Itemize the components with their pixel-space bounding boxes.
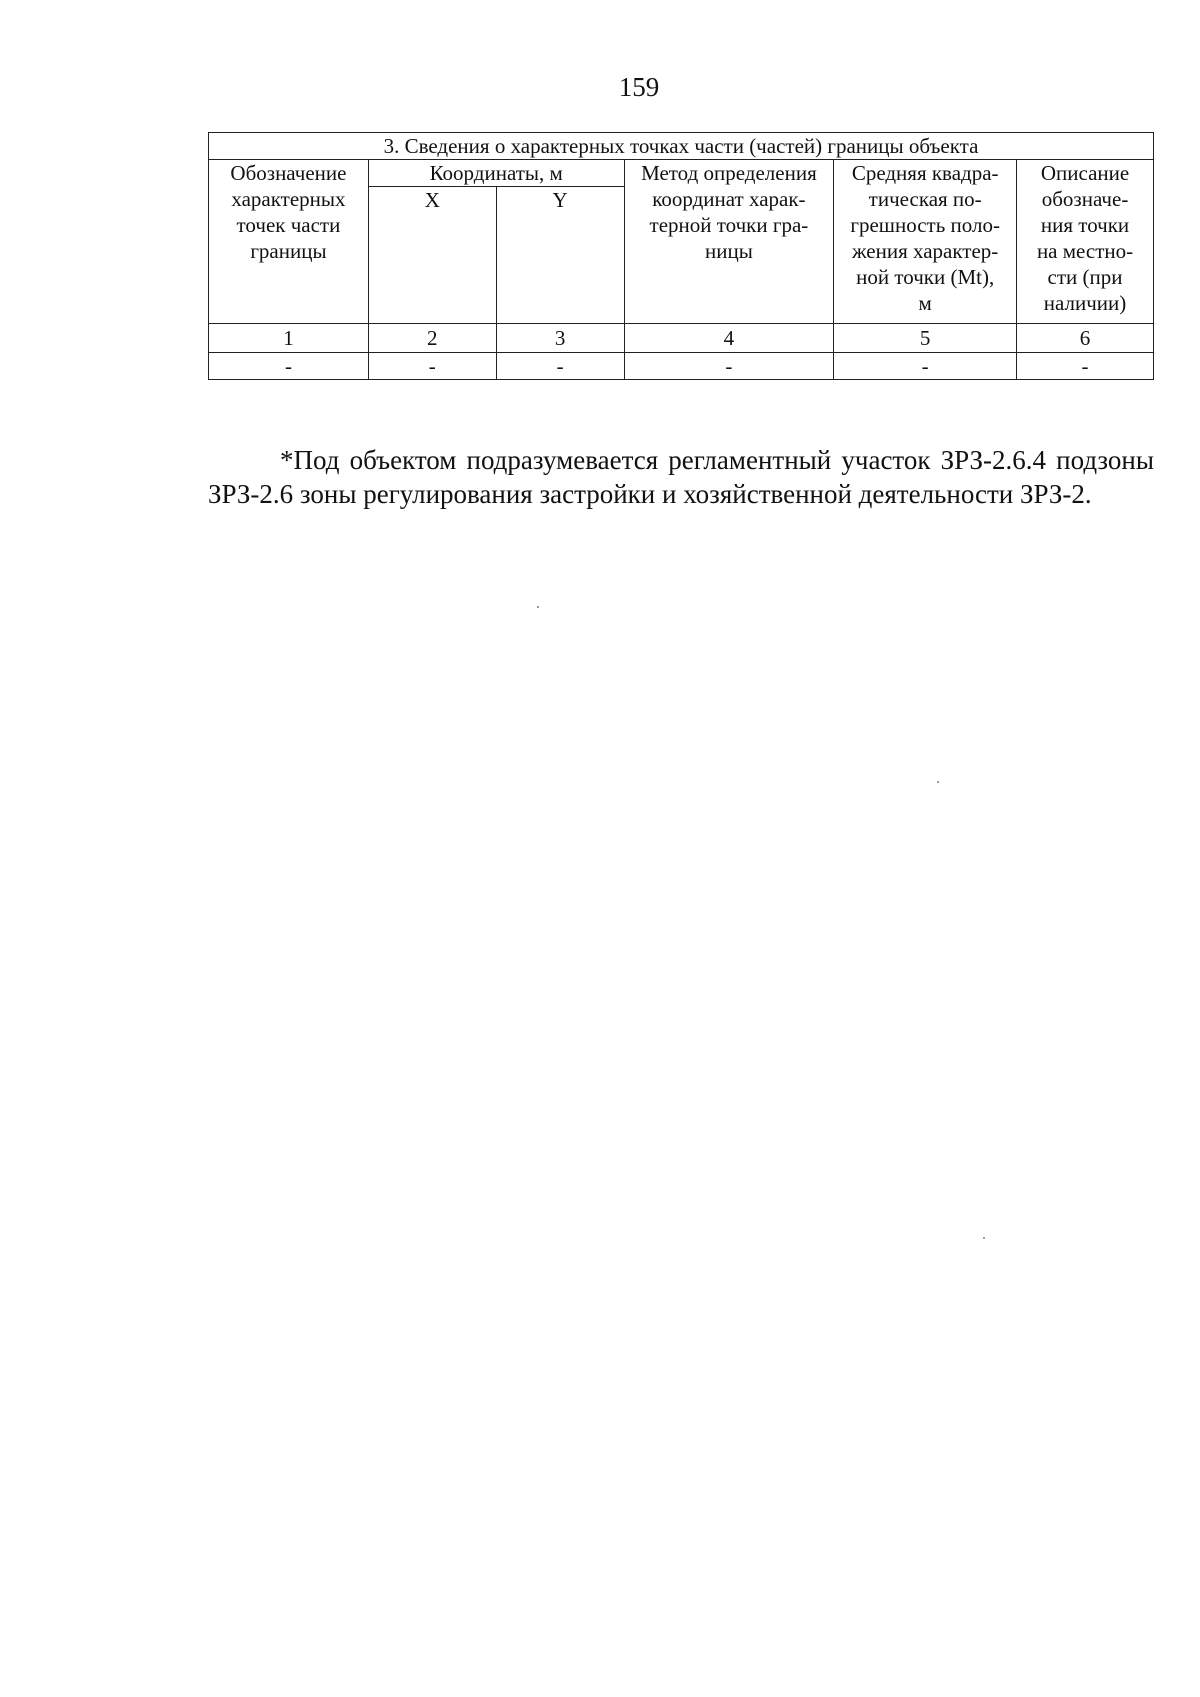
- table-row: [209, 353, 1154, 380]
- table-header-row: [209, 160, 1154, 187]
- table-cell: -: [624, 353, 834, 380]
- boundary-points-table: [208, 132, 1154, 380]
- scan-speck: [983, 1237, 985, 1239]
- page-number: 159: [618, 72, 660, 102]
- column-number: 6: [1017, 324, 1154, 353]
- table-cell: -: [209, 353, 369, 380]
- header-method: Метод определения координат харак- терной точки гра- ницы: [624, 160, 834, 324]
- column-number: 5: [834, 324, 1017, 353]
- footnote: *Под объектом подразумевается регламентный участок ЗРЗ-2.6.4 подзоны ЗРЗ-2.6 зоны регулирования застройки и хозяйственной деятельности ЗРЗ-2.: [208, 445, 1154, 509]
- header-designation: Обозначение характерных точек части границы: [209, 160, 369, 324]
- column-number: 2: [368, 324, 496, 353]
- table-title-row: [209, 133, 1154, 160]
- table-cell: -: [496, 353, 624, 380]
- table-cell: -: [834, 353, 1017, 380]
- table-title: 3. Сведения о характерных точках части (частей) границы объекта: [209, 133, 1154, 160]
- column-number-row: [209, 324, 1154, 353]
- column-number: 4: [624, 324, 834, 353]
- header-y: Y: [496, 187, 624, 324]
- header-x: X: [368, 187, 496, 324]
- header-description: Описание обозначе- ния точки на местно- сти (при наличии): [1017, 160, 1154, 324]
- scan-speck: [937, 781, 939, 783]
- header-coordinates: Координаты, м: [368, 160, 624, 187]
- table-cell: -: [1017, 353, 1154, 380]
- column-number: 1: [209, 324, 369, 353]
- scan-speck: [537, 606, 539, 608]
- table-cell: -: [368, 353, 496, 380]
- header-error: Средняя квадра- тическая по- грешность поло- жения характер- ной точки (Mt), м: [834, 160, 1017, 324]
- column-number: 3: [496, 324, 624, 353]
